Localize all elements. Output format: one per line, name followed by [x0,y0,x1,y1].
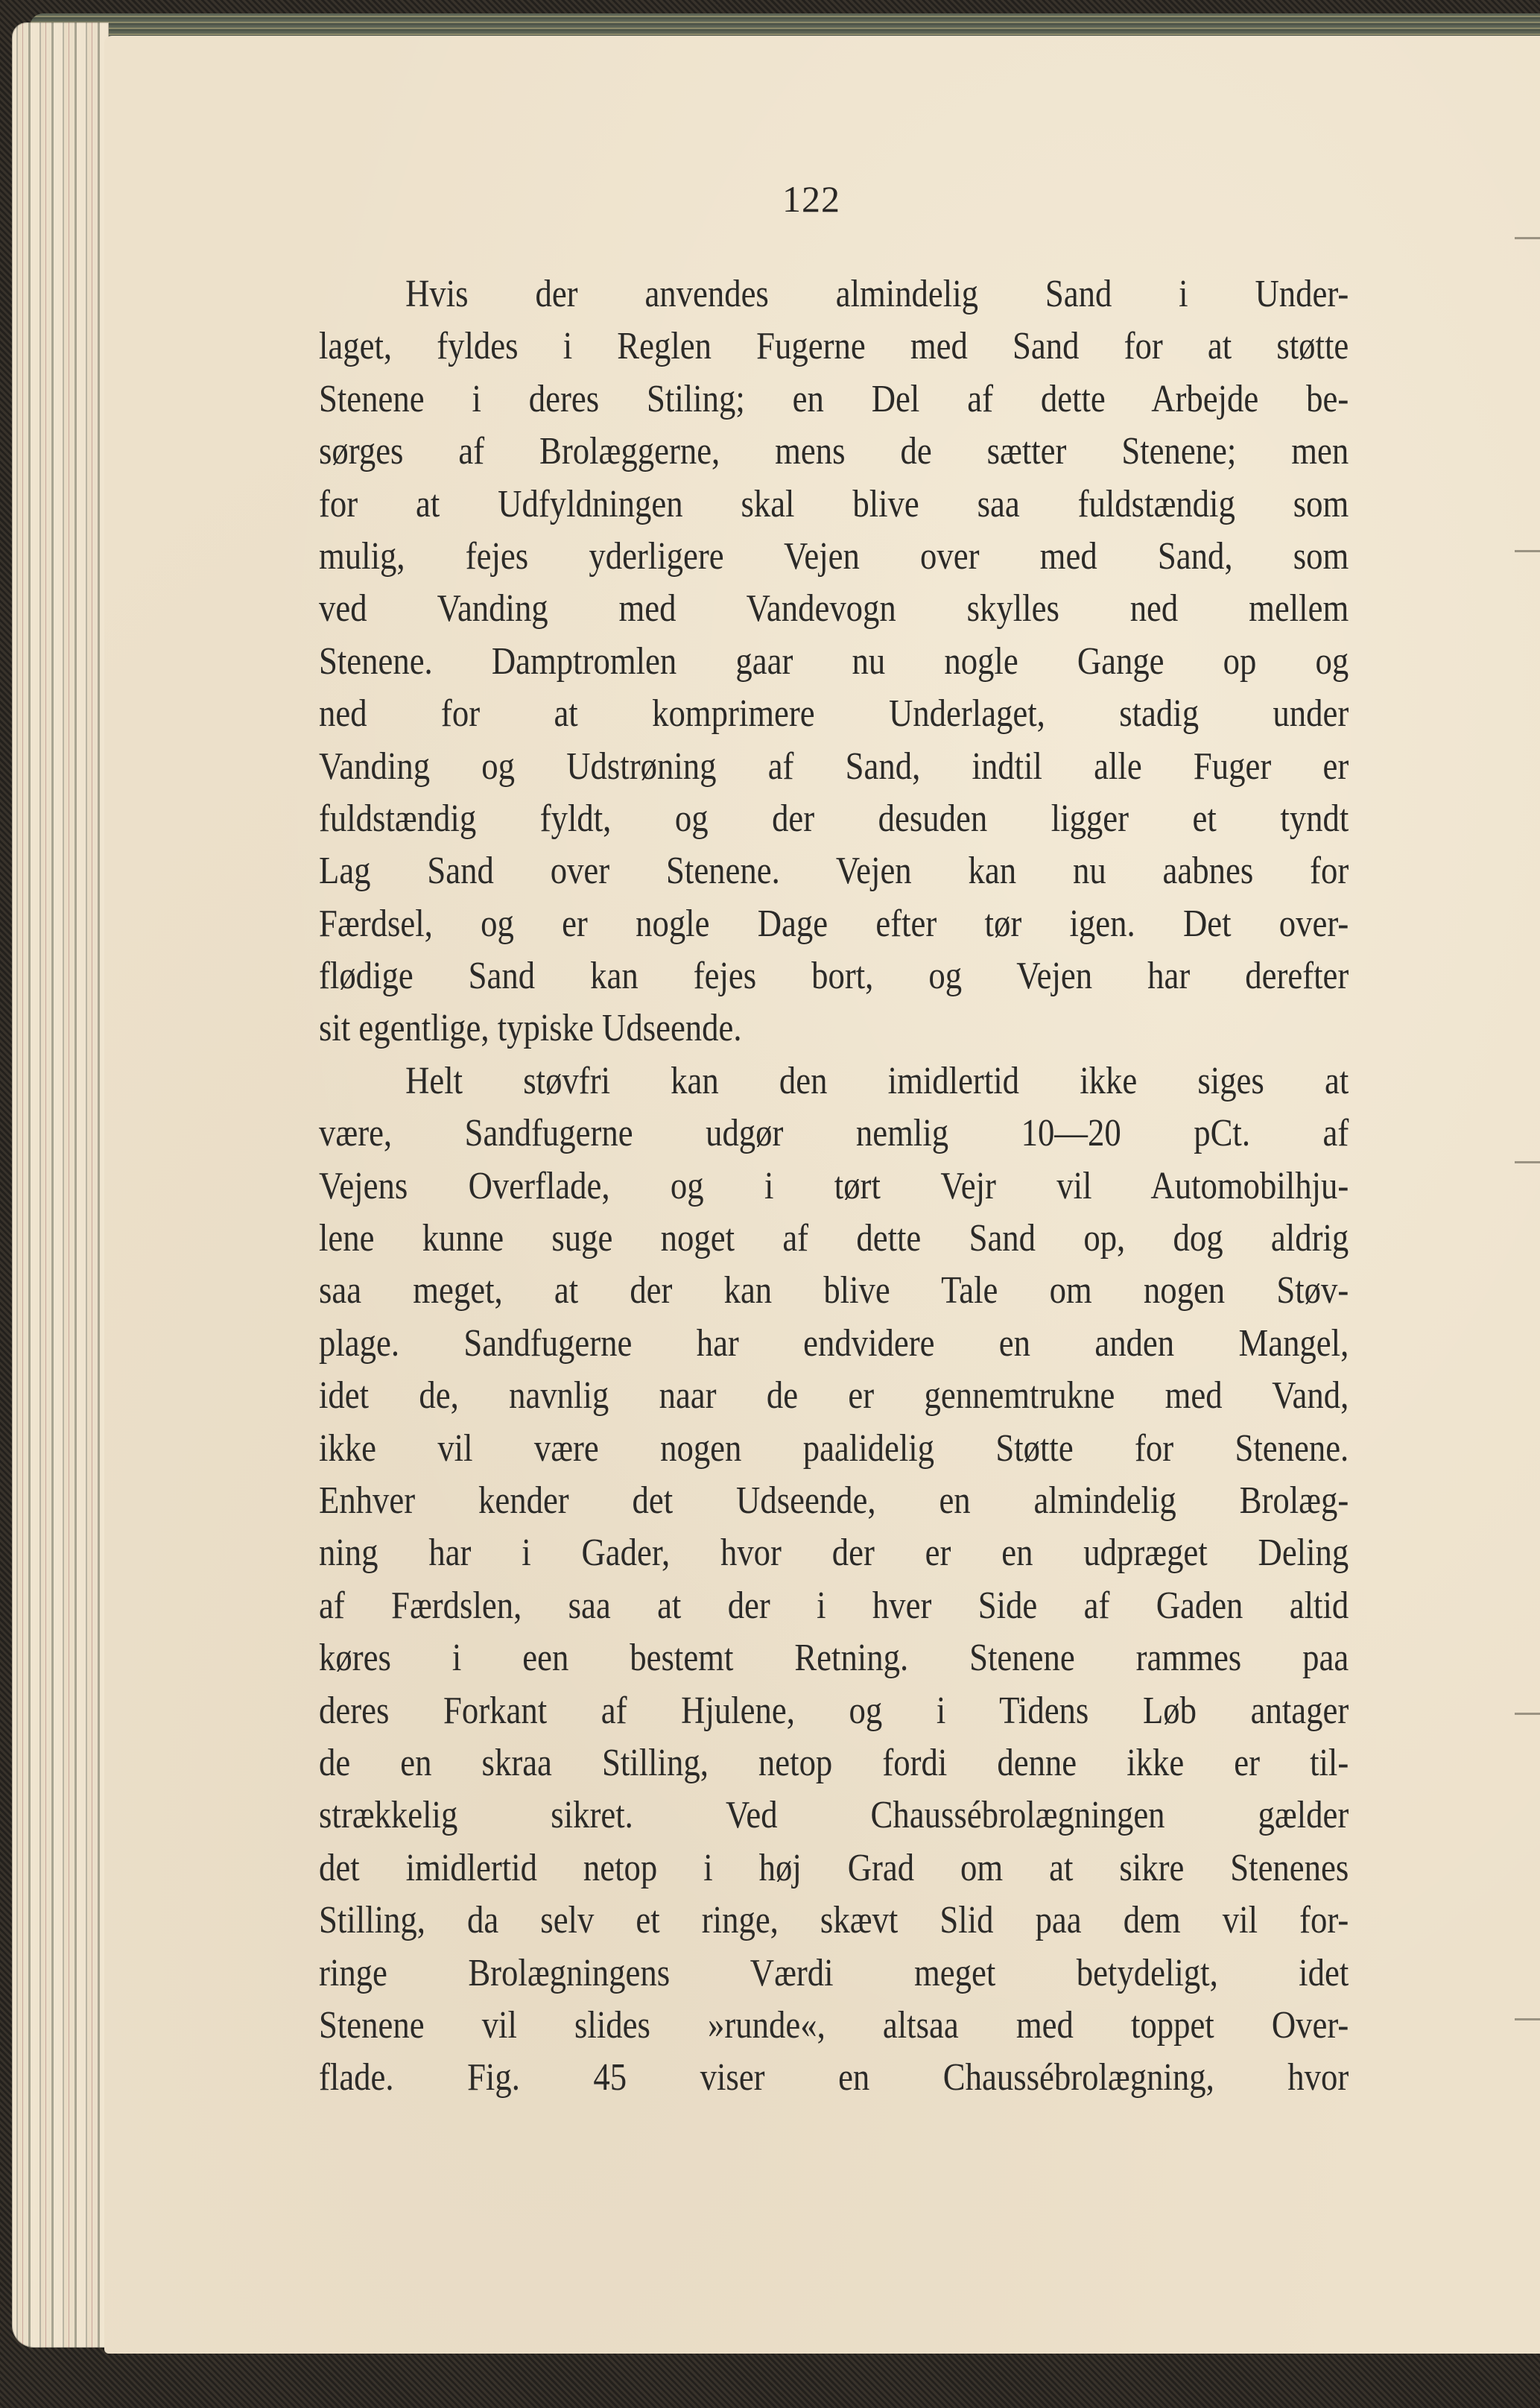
page-number: 122 [782,178,840,220]
paragraph-start-line: Helt støvfri kan den imidlertid ikke siges at [405,1059,1349,1102]
paragraph-start-line: Hvis der anvendes almindelig Sand i Under- [405,273,1349,315]
text-line: ned for at komprimere Underlaget, stadig under [319,692,1349,736]
text-line: laget, fyldes i Reglen Fugerne med Sand for at støtte [319,325,1349,368]
text-line: mulig, fejes yderligere Vejen over med Sand, som [319,534,1349,578]
text-line: de en skraa Stilling, netop fordi denne ikke er til- [319,1741,1349,1784]
text-line: strækkelig sikret. Ved Chaussébrolægningen gælder [319,1794,1349,1837]
text-line: Stilling, da selv et ringe, skævt Slid paa dem vil for- [319,1899,1349,1942]
text-line: flade. Fig. 45 viser en Chaussébrolægning, hvor [319,2056,1349,2099]
text-line: fuldstændig fyldt, og der desuden ligger et tyndt [319,797,1349,840]
text-line: for at Udfyldningen skal blive saa fuldstændig som [319,482,1349,525]
margin-mark [1515,237,1540,239]
margin-mark [1515,2018,1540,2020]
margin-mark [1515,1161,1540,1163]
text-line: af Færdslen, saa at der i hver Side af Gaden altid [319,1584,1349,1627]
text-line: deres Forkant af Hjulene, og i Tidens Løb antager [319,1689,1349,1732]
text-line: være, Sandfugerne udgør nemlig 10—20 pCt. af [319,1112,1349,1155]
text-line: sit egentlige, typiske Udseende. [319,1007,742,1050]
text-line: Vejens Overflade, og i tørt Vejr vil Automobilhju- [319,1164,1349,1207]
text-line: ning har i Gader, hvor der er en udpræget Deling [319,1532,1349,1575]
text-line: Lag Sand over Stenene. Vejen kan nu aabnes for [319,850,1349,893]
text-line: ringe Brolægningens Værdi meget betydeligt, idet [319,1951,1349,1994]
text-line: saa meget, at der kan blive Tale om nogen Støv- [319,1269,1349,1312]
text-line: Færdsel, og er nogle Dage efter tør igen. Det over- [319,902,1349,945]
margin-mark [1515,550,1540,552]
margin-mark [1515,1713,1540,1715]
body-text [319,268,1349,2105]
text-line: Stenene vil slides »runde«, altsaa med toppet Over- [319,2003,1349,2047]
text-line: plage. Sandfugerne har endvidere en anden Mangel, [319,1321,1349,1365]
text-line: ved Vanding med Vandevogn skylles ned mellem [319,587,1349,631]
text-line: køres i een bestemt Retning. Stenene rammes paa [319,1637,1349,1680]
text-line: ikke vil være nogen paalidelig Støtte for Stenene. [319,1426,1349,1470]
text-line: Vanding og Udstrøning af Sand, indtil alle Fuger er [319,745,1349,788]
text-line: Enhver kender det Udseende, en almindelig Brolæg- [319,1479,1349,1522]
page-edges-left [12,22,109,2348]
text-line: Stenene. Damptromlen gaar nu nogle Gange op og [319,639,1349,683]
text-line: Stenene i deres Stiling; en Del af dette Arbejde be- [319,377,1349,420]
text-line: det imidlertid netop i høj Grad om at sikre Stenenes [319,1846,1349,1889]
text-line: sørges af Brolæggerne, mens de sætter Stenene; men [319,430,1349,473]
text-line: idet de, navnlig naar de er gennemtrukne med Vand, [319,1374,1349,1418]
text-line: lene kunne suge noget af dette Sand op, dog aldrig [319,1217,1349,1260]
text-line: flødige Sand kan fejes bort, og Vejen har derefter [319,955,1349,998]
